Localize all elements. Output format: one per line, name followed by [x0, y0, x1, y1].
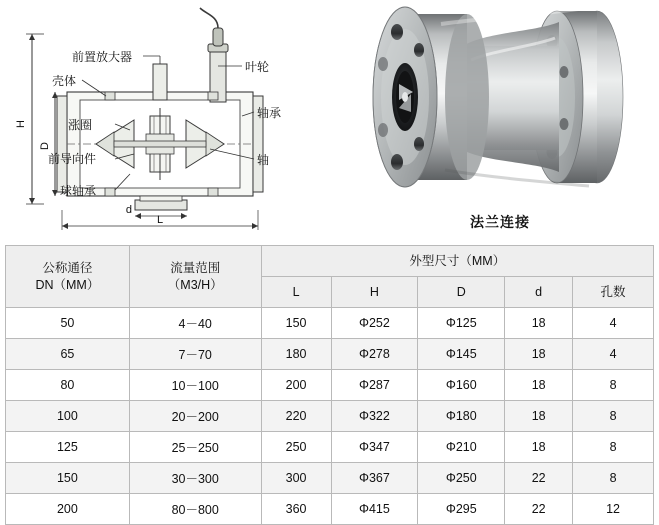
cell-d: 18: [505, 401, 573, 432]
cell-D: Φ295: [418, 494, 505, 525]
svg-text:L: L: [156, 214, 164, 226]
table-row: [6, 432, 654, 463]
cell-dn: 80: [6, 370, 130, 401]
cell-holes: 8: [573, 370, 654, 401]
cell-flow: 30－300: [129, 463, 261, 494]
cell-L: 200: [261, 370, 331, 401]
cell-H: Φ367: [331, 463, 418, 494]
cell-dn: 150: [6, 463, 130, 494]
label-front-guide: 前导向件: [48, 152, 97, 166]
header-L: L: [261, 277, 331, 308]
cell-flow: 25－250: [129, 432, 261, 463]
label-impeller: 叶轮: [245, 60, 270, 74]
header-dn-line2: DN（MM）: [35, 277, 100, 292]
header-hole-count: 孔数: [573, 277, 654, 308]
cell-d: 22: [505, 463, 573, 494]
label-ball-bearing: 球轴承: [60, 184, 97, 198]
table-row: [6, 494, 654, 525]
cell-D: Φ250: [418, 463, 505, 494]
cell-dn: 200: [6, 494, 130, 525]
table-header-row: [6, 246, 654, 277]
cell-d: 22: [505, 494, 573, 525]
product-photo: [345, 2, 655, 212]
cell-D: Φ125: [418, 308, 505, 339]
cell-holes: 8: [573, 432, 654, 463]
cell-H: Φ287: [331, 370, 418, 401]
cell-dn: 65: [6, 339, 130, 370]
table-row: [6, 370, 654, 401]
cell-d: 18: [505, 308, 573, 339]
cell-L: 180: [261, 339, 331, 370]
header-flow-range: [129, 246, 261, 308]
cell-L: 300: [261, 463, 331, 494]
header-flow-line2: （M3/H）: [167, 277, 223, 292]
cell-H: Φ322: [331, 401, 418, 432]
cell-flow: 7－70: [129, 339, 261, 370]
cell-flow: 10－100: [129, 370, 261, 401]
cell-H: Φ415: [331, 494, 418, 525]
cell-L: 360: [261, 494, 331, 525]
header-dn-line1: 公称通径: [42, 260, 93, 275]
cell-D: Φ160: [418, 370, 505, 401]
photo-caption: 法兰连接: [470, 214, 530, 230]
cell-L: 250: [261, 432, 331, 463]
table-row: [6, 463, 654, 494]
cell-D: Φ210: [418, 432, 505, 463]
header-H: H: [331, 277, 418, 308]
cell-d: 18: [505, 370, 573, 401]
cell-holes: 12: [573, 494, 654, 525]
cell-flow: 80－800: [129, 494, 261, 525]
label-ring: 涨圈: [68, 118, 93, 132]
cell-H: Φ347: [331, 432, 418, 463]
svg-text:d: d: [125, 204, 132, 216]
label-shell: 壳体: [52, 74, 77, 88]
header-D: D: [418, 277, 505, 308]
cell-dn: 100: [6, 401, 130, 432]
specification-table: [5, 245, 654, 525]
cell-holes: 4: [573, 339, 654, 370]
cell-L: 220: [261, 401, 331, 432]
cell-D: Φ180: [418, 401, 505, 432]
top-illustration-area: [0, 0, 659, 238]
cell-holes: 4: [573, 308, 654, 339]
header-d: d: [505, 277, 573, 308]
svg-text:H: H: [15, 120, 27, 128]
header-outer-dimensions: 外型尺寸（MM）: [261, 246, 653, 277]
cell-holes: 8: [573, 463, 654, 494]
header-flow-line1: 流量范围: [170, 260, 221, 275]
cell-flow: 20－200: [129, 401, 261, 432]
cell-d: 18: [505, 339, 573, 370]
cell-dn: 50: [6, 308, 130, 339]
cell-D: Φ145: [418, 339, 505, 370]
svg-text:D: D: [39, 142, 51, 150]
cell-flow: 4－40: [129, 308, 261, 339]
table-row: [6, 339, 654, 370]
label-bearing: 轴承: [257, 106, 282, 120]
table-row: [6, 308, 654, 339]
cell-holes: 8: [573, 401, 654, 432]
header-nominal-diameter: [6, 246, 130, 308]
sectional-line-drawing: [10, 4, 340, 234]
cell-dn: 125: [6, 432, 130, 463]
label-shaft: 轴: [257, 153, 270, 167]
cell-d: 18: [505, 432, 573, 463]
cell-H: Φ252: [331, 308, 418, 339]
cell-H: Φ278: [331, 339, 418, 370]
cell-L: 150: [261, 308, 331, 339]
label-preamp: 前置放大器: [72, 50, 133, 64]
table-row: [6, 401, 654, 432]
